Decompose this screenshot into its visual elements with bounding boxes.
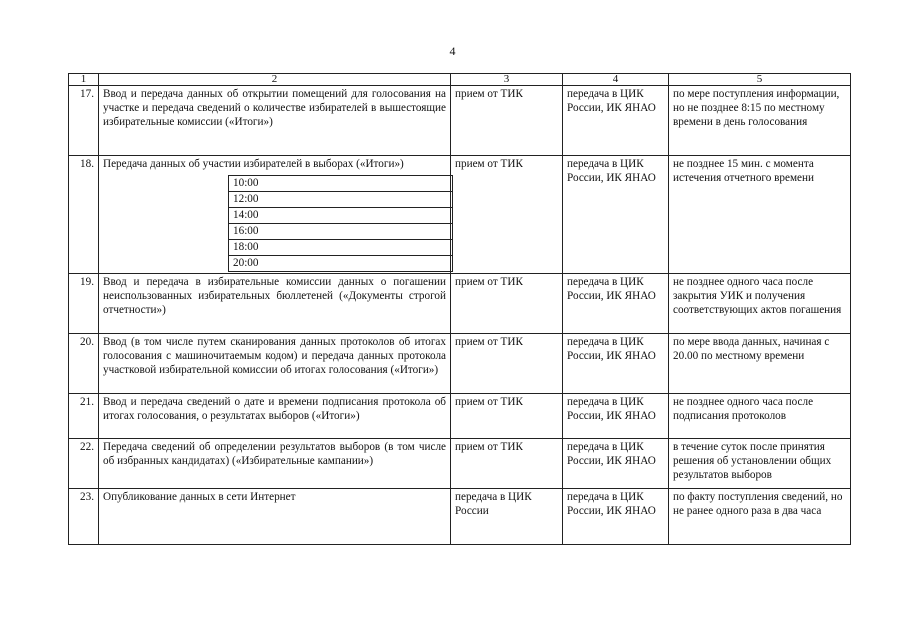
row-description: Ввод (в том числе путем сканирования данных протоколов об итогах голосования с машиночитаемым кодом) и передача данных протокола участковой избирательной комиссии об итогах голосования («Итоги») (99, 334, 451, 394)
row-col4: передача в ЦИК России, ИК ЯНАО (563, 439, 669, 489)
row-number: 18. (69, 156, 99, 274)
row-col5: не позднее одного часа после подписания протоколов (669, 394, 851, 439)
report-time: 10:00 (229, 176, 453, 192)
header-cell: 5 (669, 74, 851, 86)
row-number: 21. (69, 394, 99, 439)
row-col3: прием от ТИК (451, 86, 563, 156)
row-col3: передача в ЦИК России (451, 489, 563, 545)
row-number: 23. (69, 489, 99, 545)
row-col4: передача в ЦИК России, ИК ЯНАО (563, 156, 669, 274)
row-col5: по мере ввода данных, начиная с 20.00 по местному времени (669, 334, 851, 394)
header-cell: 3 (451, 74, 563, 86)
row-col3: прием от ТИК (451, 274, 563, 334)
report-times-table (228, 175, 453, 272)
row-col4: передача в ЦИК России, ИК ЯНАО (563, 394, 669, 439)
row-description: Передача сведений об определении результатов выборов (в том числе об избранных кандидатах) («Избирательные кампании») (99, 439, 451, 489)
table-row (69, 86, 851, 156)
header-cell: 2 (99, 74, 451, 86)
row-col3: прием от ТИК (451, 439, 563, 489)
row-col3: прием от ТИК (451, 394, 563, 439)
row-col5: по мере поступления информации, но не позднее 8:15 по местному времени в день голосования (669, 86, 851, 156)
row-col4: передача в ЦИК России, ИК ЯНАО (563, 334, 669, 394)
report-time: 20:00 (229, 256, 453, 272)
row-col4: передача в ЦИК России, ИК ЯНАО (563, 86, 669, 156)
row-number: 20. (69, 334, 99, 394)
header-cell: 1 (69, 74, 99, 86)
row-col5: по факту поступления сведений, но не ранее одного раза в два часа (669, 489, 851, 545)
table-row (69, 439, 851, 489)
report-time: 18:00 (229, 240, 453, 256)
row-description-text: Передача данных об участии избирателей в выборах («Итоги») (103, 158, 404, 170)
table-row (69, 394, 851, 439)
report-time: 14:00 (229, 208, 453, 224)
row-number: 17. (69, 86, 99, 156)
row-description: Опубликование данных в сети Интернет (99, 489, 451, 545)
page-number: 4 (449, 44, 456, 58)
schedule-table (68, 73, 851, 545)
table-header-row (69, 74, 851, 86)
header-cell: 4 (563, 74, 669, 86)
row-description: Ввод и передача сведений о дате и времени подписания протокола об итогах голосования, о результатах выборов («Итоги») (99, 394, 451, 439)
table-row (69, 334, 851, 394)
row-description: Ввод и передача данных об открытии помещений для голосования на участке и передача сведений о количестве избирателей в вышестоящие избирательные комиссии («Итоги») (99, 86, 451, 156)
row-col5: не позднее одного часа после закрытия УИК и получения соответствующих актов погашения (669, 274, 851, 334)
row-col3: прием от ТИК (451, 334, 563, 394)
table-row (69, 274, 851, 334)
table-row (69, 489, 851, 545)
row-description (99, 156, 451, 274)
row-col4: передача в ЦИК России, ИК ЯНАО (563, 489, 669, 545)
row-col4: передача в ЦИК России, ИК ЯНАО (563, 274, 669, 334)
row-col5: в течение суток после принятия решения об установлении общих результатов выборов (669, 439, 851, 489)
row-description: Ввод и передача в избирательные комиссии данных о погашении неиспользованных избирательных бюллетеней («Документы строгой отчетности») (99, 274, 451, 334)
table-row (69, 156, 851, 274)
report-time: 12:00 (229, 192, 453, 208)
row-number: 19. (69, 274, 99, 334)
report-time: 16:00 (229, 224, 453, 240)
row-col3: прием от ТИК (451, 156, 563, 274)
row-col5: не позднее 15 мин. с момента истечения отчетного времени (669, 156, 851, 274)
row-number: 22. (69, 439, 99, 489)
